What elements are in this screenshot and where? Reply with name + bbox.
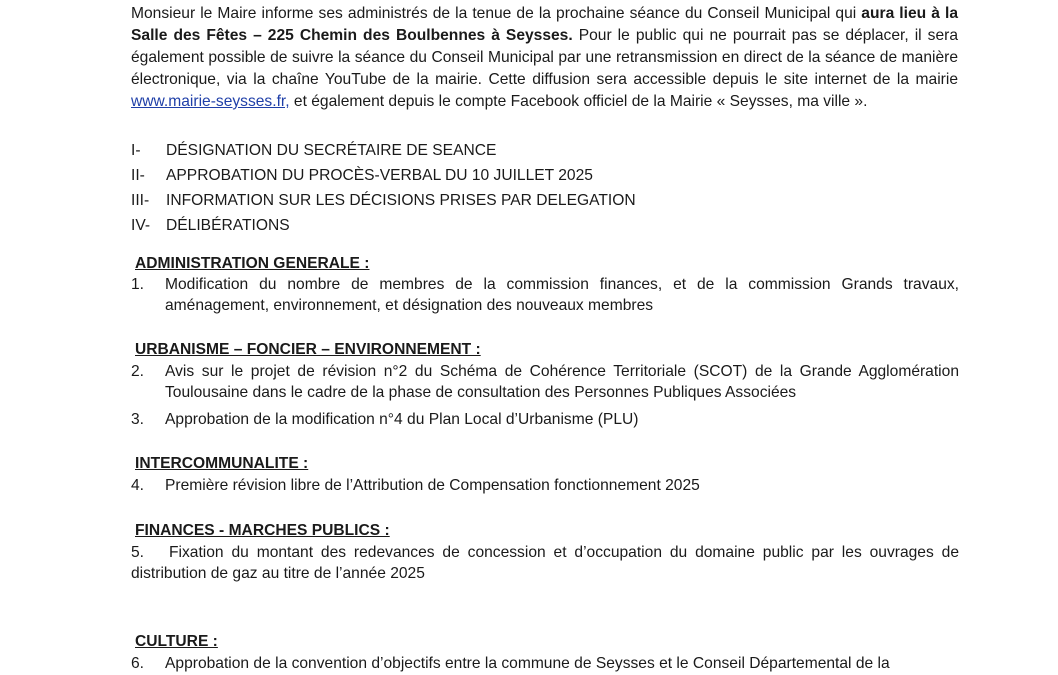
- item-text: Approbation de la convention d’objectifs entre la commune de Seysses et le Conseil Départemental de la: [165, 655, 890, 672]
- item-text: Première révision libre de l’Attribution de Compensation fonctionnement 2025: [165, 477, 700, 494]
- section-title-urbanisme: URBANISME – FONCIER – ENVIRONNEMENT :: [135, 341, 481, 358]
- deliberation-item: [131, 274, 959, 316]
- agenda-label: APPROBATION DU PROCÈS-VERBAL DU 10 JUILLET 2025: [166, 167, 593, 184]
- intro-paragraph: [131, 3, 958, 113]
- intro-text-3: et également depuis le compte Facebook officiel de la Mairie « Seysses, ma ville ».: [289, 93, 868, 110]
- item-text: Modification du nombre de membres de la commission finances, et de la commission Grands travaux, aménagement, environnement, et désignation des nouveaux membres: [165, 276, 959, 314]
- agenda-list: [131, 138, 931, 238]
- agenda-item: [131, 163, 931, 188]
- deliberation-item: [131, 361, 959, 403]
- intro-text-2: Pour le public qui ne pourrait pas se déplacer, il sera également possible de suivre la séance du Conseil Municipal par une retransmission en direct de la séance de manière électronique, via la chaîne YouTube de la mairie. Cette diffusion sera accessible depuis le site internet de la mairie: [131, 27, 958, 88]
- intro-text-1: Monsieur le Maire informe ses administrés de la tenue de la prochaine séance du Conseil Municipal qui: [131, 5, 862, 22]
- item-text: Approbation de la modification n°4 du Plan Local d’Urbanisme (PLU): [165, 411, 639, 428]
- agenda-num: II-: [131, 167, 145, 184]
- section-title-finances: FINANCES - MARCHES PUBLICS :: [135, 522, 390, 539]
- item-number: 5.: [131, 544, 145, 561]
- agenda-num: IV-: [131, 217, 151, 234]
- section-title-admin: ADMINISTRATION GENERALE :: [135, 255, 370, 272]
- agenda-label: DÉSIGNATION DU SECRÉTAIRE DE SEANCE: [166, 142, 497, 159]
- agenda-item: [131, 138, 931, 163]
- item-number: 1.: [131, 276, 145, 293]
- item-text: Fixation du montant des redevances de concession et d’occupation du domaine public par les ouvrages de distribution de gaz au titre de l’année 2025: [131, 544, 959, 582]
- intro-location-bold: aura lieu à la Salle des Fêtes – 225 Chemin des Boulbennes à Seysses.: [131, 5, 958, 44]
- deliberation-item: [131, 475, 959, 496]
- item-number: 3.: [131, 411, 145, 428]
- agenda-num: I-: [131, 142, 141, 159]
- item-number: 2.: [131, 363, 145, 380]
- section-title-culture: CULTURE :: [135, 633, 218, 650]
- deliberation-item: [131, 409, 959, 430]
- deliberation-item: [131, 653, 959, 674]
- item-text: Avis sur le projet de révision n°2 du Schéma de Cohérence Territoriale (SCOT) de la Grande Agglomération Toulousaine dans le cadre de la phase de consultation des Personnes Publiques Associées: [165, 363, 959, 401]
- agenda-label: DÉLIBÉRATIONS: [166, 217, 290, 234]
- agenda-item: [131, 213, 931, 238]
- item-number: 6.: [131, 655, 145, 672]
- agenda-item: [131, 188, 931, 213]
- mairie-website-link[interactable]: www.mairie-seysses.fr,: [131, 93, 290, 110]
- item-number: 4.: [131, 477, 145, 494]
- section-title-interco: INTERCOMMUNALITE :: [135, 455, 309, 472]
- deliberation-item: [131, 542, 959, 584]
- agenda-label: INFORMATION SUR LES DÉCISIONS PRISES PAR DELEGATION: [166, 192, 636, 209]
- agenda-num: III-: [131, 192, 150, 209]
